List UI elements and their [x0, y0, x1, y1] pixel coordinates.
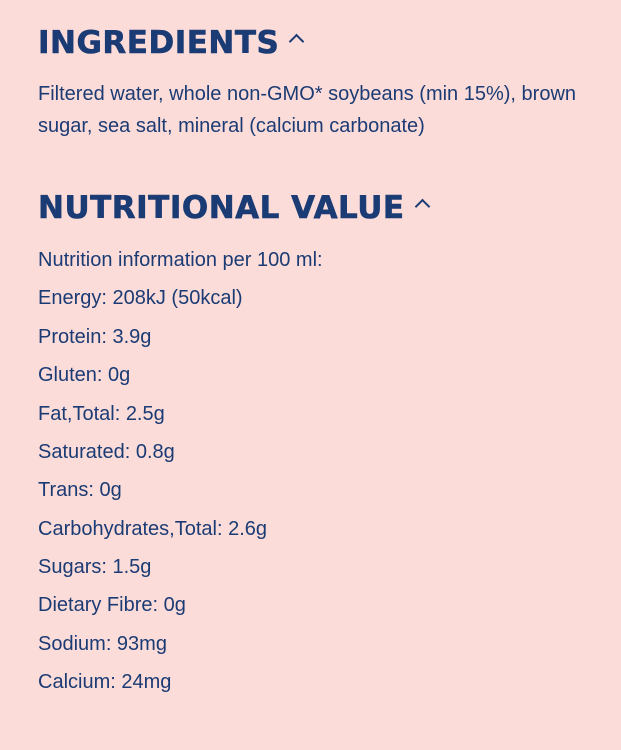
nutrition-row: Protein: 3.9g	[38, 325, 152, 348]
ingredients-section-header[interactable]	[38, 26, 587, 60]
nutrition-list	[38, 241, 587, 702]
section-spacer	[38, 143, 587, 191]
chevron-up-icon[interactable]	[289, 31, 305, 47]
nutrition-intro: Nutrition information per 100 ml:	[38, 248, 323, 271]
nutrition-row: Fat,Total: 2.5g	[38, 402, 165, 425]
chevron-up-icon[interactable]	[415, 196, 431, 212]
ingredients-text: Filtered water, whole non-GMO* soybeans (min 15%), brown sugar, sea salt, mineral (calcium carbonate)	[38, 83, 577, 138]
ingredients-section	[38, 26, 587, 143]
nutrition-row: Dietary Fibre: 0g	[38, 594, 186, 617]
nutrition-row: Gluten: 0g	[38, 364, 131, 387]
nutrition-row: Energy: 208kJ (50kcal)	[38, 287, 243, 310]
nutrition-row: Saturated: 0.8g	[38, 440, 175, 463]
nutrition-row: Calcium: 24mg	[38, 671, 172, 694]
nutritional-value-section	[38, 191, 587, 702]
nutritional-value-section-header[interactable]	[38, 191, 587, 225]
nutrition-row: Sugars: 1.5g	[38, 556, 152, 579]
nutrition-row: Trans: 0g	[38, 479, 122, 502]
ingredients-title: INGREDIENTS	[38, 25, 280, 61]
nutrition-row: Sodium: 93mg	[38, 632, 167, 655]
nutrition-row: Carbohydrates,Total: 2.6g	[38, 517, 268, 540]
nutritional-value-title: NUTRITIONAL VALUE	[38, 189, 405, 226]
